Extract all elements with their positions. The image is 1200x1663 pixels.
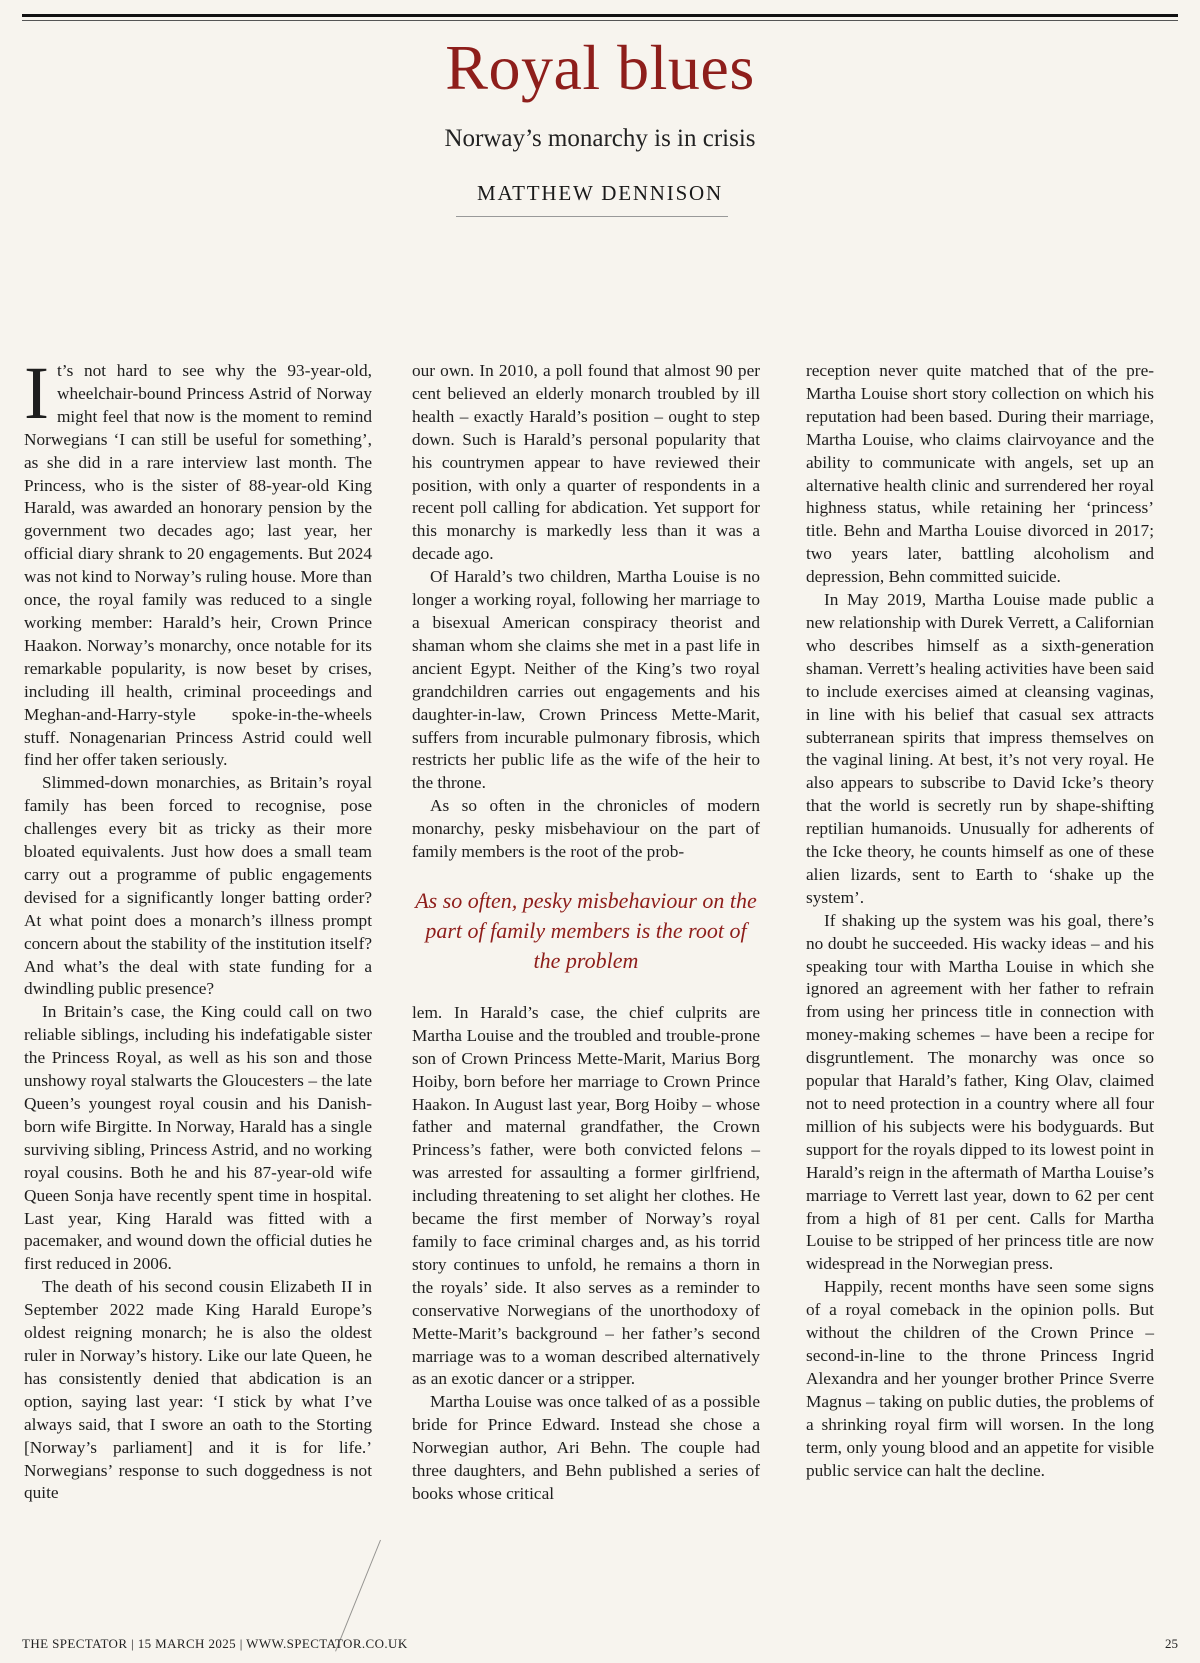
pull-quote: As so often, pesky misbehaviour on the part of family members is the root of the problem [415,887,757,973]
paragraph: lem. In Harald’s case, the chief culprits are Martha Louise and the troubled and trouble-prone son of Crown Princess Mette-Marit, Marius Borg Hoiby, born before her marriage to Crown Prince Haakon. In August last year, Borg Hoiby – whose father and maternal grandfather, the Crown Princess’s father, were both convicted felons – was arrested for assaulting a former girlfriend, including threatening to set alight her clothes. He became the first member of Norway’s royal family to face criminal charges and, as his torrid story continues to unfold, he remains a thorn in the royals’ side. It also serves as a reminder to conservative Norwegians of the unorthodoxy of Mette-Marit’s background – her father’s second marriage was to a woman described alternatively as an exotic dancer or a stripper. [412,1002,760,1389]
paragraph: The death of his second cousin Elizabeth II in September 2022 made King Harald Europe’s oldest reigning monarch; he is also the oldest ruler in Norway’s history. Like our late Queen, he has consistently denied that abdication is an option, saying last year: ‘I stick by what I’ve always said, that I swore an oath to the Storting [Norway’s parliament] and it is for life.’ Norwegians’ response to such doggedness is not quite [24,1277,372,1503]
paragraph: our own. In 2010, a poll found that almost 90 per cent believed an elderly monarch troubled by ill health – exactly Harald’s position – ought to step down. Such is Harald’s personal popularity that his countrymen appear to have reviewed their position, with only a quarter of respondents in a recent poll calling for abdication. Yet support for this monarchy is markedly less than it was a decade ago. [412,361,760,564]
paragraph: As so often in the chronicles of modern monarchy, pesky misbehaviour on the part of family members is the root of the prob- [412,796,760,862]
footer-masthead: THE SPECTATOR | 15 MARCH 2025 | WWW.SPECTATOR.CO.UK [22,1636,408,1651]
byline: MATTHEW DENNISON [477,181,723,205]
article-column-1 [24,352,372,1505]
paragraph [24,352,372,772]
paragraph: Of Harald’s two children, Martha Louise is no longer a working royal, following her marriage to a bisexual American conspiracy theorist and shaman whom she claims she met in a past life in ancient Egypt. Neither of the King’s two royal grandchildren carries out engagements and his daughter-in-law, Crown Princess Mette-Marit, suffers from incurable pulmonary fibrosis, which restricts her public life as the wife of the heir to the throne. [412,567,760,793]
standfirst: Norway’s monarchy is in crisis [444,125,756,152]
headline: Royal blues [445,32,755,103]
page-number: 25 [1165,1636,1178,1651]
page-crease [335,1540,381,1652]
paragraph: In Britain’s case, the King could call on two reliable siblings, including his indefatigable sister the Princess Royal, as well as his son and those unshowy royal stalwarts the Gloucesters – the late Queen’s youngest royal cousin and his Danish-born wife Birgitte. In Norway, Harald has a single surviving sibling, Princess Astrid, and no working royal cousins. Both he and his 87-year-old wife Queen Sonja have recently spent time in hospital. Last year, King Harald was fitted with a pacemaker, and wound down the official duties he first reduced in 2006. [24,1002,372,1274]
top-rule-thin [22,20,1178,21]
paragraph-text: t’s not hard to see why the 93-year-old, wheelchair-bound Princess Astrid of Norway might feel that now is the moment to remind Norwegians ‘I can still be useful for something’, as she did in a rare interview last month. The Princess, who is the sister of 88-year-old King Harald, was awarded an honorary pension by the government two decades ago; last year, her official diary shrank to 20 engagements. But 2024 was not kind to Norway’s ruling house. More than once, the royal family was reduced to a single working member: Harald’s heir, Crown Prince Haakon. Norway’s monarchy, once notable for its remarkable popularity, is now beset by crises, including ill health, criminal proceedings and Meghan-and-Harry-style spoke-in-the-wheels stuff. Nonagenarian Princess Astrid could well find her offer taken seriously. [24,361,372,770]
paragraph: Happily, recent months have seen some signs of a royal comeback in the opinion polls. But without the children of the Crown Prince – second-in-line to the throne Princess Ingrid Alexandra and her younger brother Prince Sverre Magnus – taking on public duties, the problems of a shrinking royal firm will worsen. In the long term, only young blood and an appetite for visible public service can halt the decline. [806,1277,1154,1480]
paragraph: If shaking up the system was his goal, there’s no doubt he succeeded. His wacky ideas – and his speaking tour with Martha Louise in which she ignored an agreement with her father to refrain from using her princess title in connection with money-making schemes – have been a recipe for disgruntlement. The monarchy was once so popular that Harald’s father, King Olav, claimed not to need protection in a country where all four million of his subjects were his bodyguards. But support for the royals dipped to its lowest point in Harald’s reign in the aftermath of Martha Louise’s marriage to Verrett last year, down to 62 per cent from a high of 81 per cent. Calls for Martha Louise to be stripped of her princess title are now widespread in the Norwegian press. [806,910,1154,1274]
paragraph: In May 2019, Martha Louise made public a new relationship with Durek Verrett, a Californian who describes himself as a sixth-generation shaman. Verrett’s healing activities have been said to include exercises aimed at cleansing vaginas, in line with his belief that casual sex attracts subterranean spirits that impress themselves on the vaginal lining. At best, it’s not very royal. He also appears to subscribe to David Icke’s theory that the world is secretly run by shape-shifting reptilian humanoids. Unusually for adherents of the Icke theory, he counts himself as one of these alien lizards, sent to Earth to ‘shake up the system’. [806,590,1154,907]
byline-rule [456,216,728,217]
top-rule [22,14,1178,17]
article-column-3 [806,360,1154,1482]
drop-cap: I [24,352,49,435]
article-column-2 [412,360,760,1506]
paragraph: Slimmed-down monarchies, as Britain’s royal family has been forced to recognise, pose challenges every bit as tricky as their more bloated equivalents. Just how does a small team carry out a programme of public engagements devised for a significantly longer batting order? At what point does a monarch’s illness prompt concern about the stability of the institution itself? And what’s the deal with state funding for a dwindling public presence? [24,773,372,999]
paragraph: reception never quite matched that of the pre-Martha Louise short story collection on which his reputation had been based. During their marriage, Martha Louise, who claims clairvoyance and the ability to communicate with angels, set up an alternative health clinic and surrendered her royal highness status, while retaining her ‘princess’ title. Behn and Martha Louise divorced in 2017; two years later, battling alcoholism and depression, Behn committed suicide. [806,361,1154,587]
paragraph: Martha Louise was once talked of as a possible bride for Prince Edward. Instead she chose a Norwegian author, Ari Behn. The couple had three daughters, and Behn published a series of books whose critical [412,1392,760,1503]
